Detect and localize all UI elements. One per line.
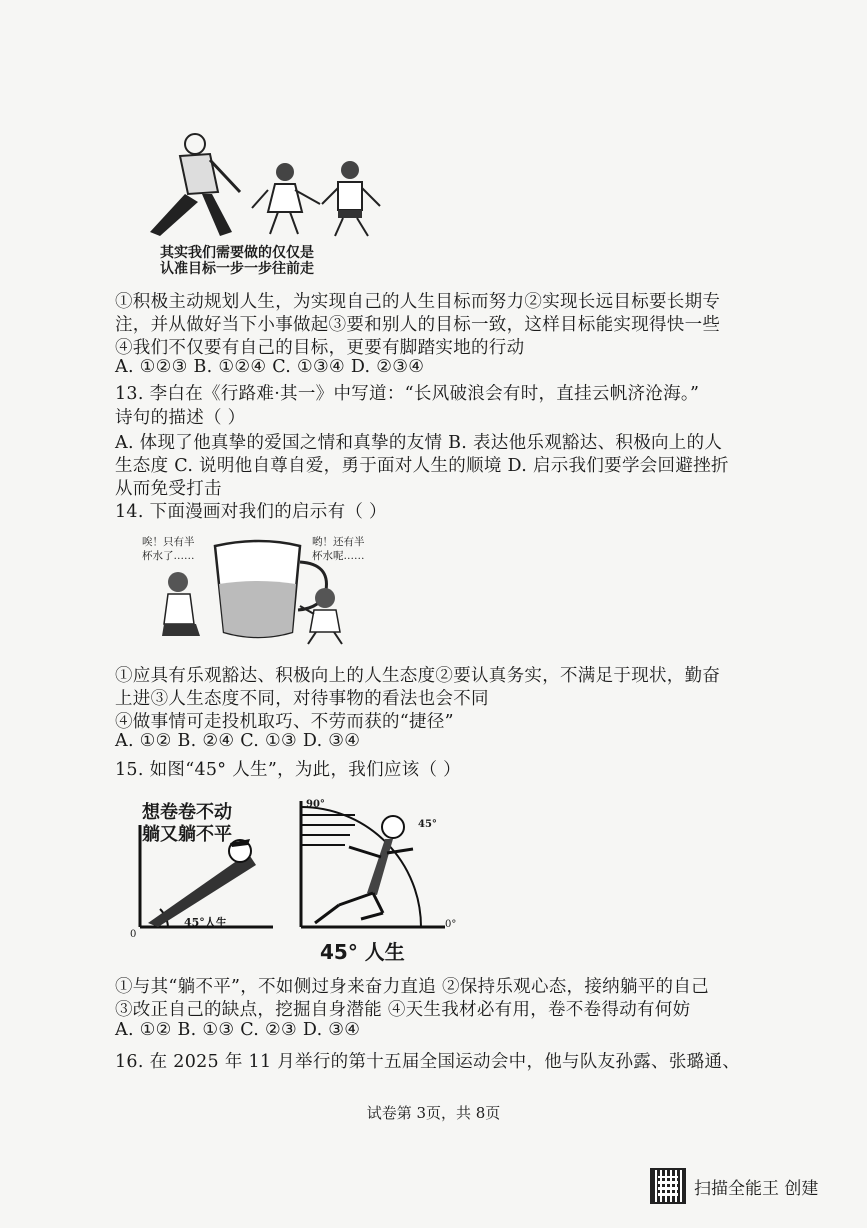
left-title-line1: 想卷卷不动 [142,802,232,823]
q14-option-line1: ①应具有乐观豁达、积极向上的人生态度②要认真务实，不满足于现状，勤奋 [115,666,721,686]
q13-option-line3: 从而免受打击 [115,479,222,499]
qr-code-icon [650,1168,686,1204]
q12-option-line1: ①积极主动规划人生，为实现自己的人生目标而努力②实现长远目标要长期专 [115,292,721,312]
right-0-label: 0° [445,919,457,930]
scanner-watermark [650,1168,818,1204]
left-title-line2: 躺又躺不平 [142,824,232,845]
right-45-panel [295,795,465,935]
figure1-caption-line2: 认准目标一步一步往前走 [160,261,314,277]
left-angle-label: 45°人生 [184,916,227,929]
q13-stem-line2: 诗句的描述（ ） [115,408,246,428]
q14-answers: A. ①② B. ②④ C. ①③ D. ③④ [115,731,361,751]
q14-stem: 14. 下面漫画对我们的启示有（ ） [115,502,387,522]
q15-stem: 15. 如图“45° 人生”，为此，我们应该（ ） [115,760,461,780]
watermark-text: 扫描全能王 创建 [694,1178,819,1199]
bubble-left-line1: 唉！只有半 [142,536,195,548]
q13-option-line1: A. 体现了他真挚的爱国之情和真挚的友情 B. 表达他乐观豁达、积极向上的人 [115,433,723,453]
q15-option-line2: ③改正自己的缺点，挖掘自身潜能 ④天生我材必有用，卷不卷得动有何妨 [115,1000,691,1020]
q15-option-line1: ①与其“躺不平”，不如侧过身来奋力直追 ②保持乐观心态，接纳躺平的自己 [115,977,709,997]
bubble-left-line2: 杯水了…… [142,550,195,562]
q12-option-line2: 注，并从做好当下小事做起③要和别人的目标一致，这样目标能实现得快一些 [115,315,721,335]
q14-option-line2: 上进③人生态度不同，对待事物的看法也会不同 [115,689,489,709]
right-90-label: 90° [306,799,325,810]
q13-option-line2: 生态度 C. 说明他自尊自爱，勇于面对人生的顺境 D. 启示我们要学会回避挫折 [115,456,729,476]
q12-option-line3: ④我们不仅要有自己的目标，更要有脚踏实地的行动 [115,338,525,358]
bubble-right-line1: 哟！还有半 [312,536,365,548]
right-45-label: 45° [418,819,437,830]
figure-45-caption: 45° 人生 [320,940,405,964]
q12-answers: A. ①②③ B. ①②④ C. ①③④ D. ②③④ [115,357,425,377]
left-origin-label: 0 [130,929,137,940]
q15-answers: A. ①② B. ①③ C. ②③ D. ③④ [115,1020,361,1040]
walking-figures-illustration [140,132,400,242]
q13-stem-line1: 13. 李白在《行路难·其一》中写道：“长风破浪会有时，直挂云帆济沧海。” [115,384,700,404]
figure1-caption-line1: 其实我们需要做的仅仅是 [160,245,314,261]
bubble-right-line2: 杯水呢…… [312,550,365,562]
q16-stem: 16. 在 2025 年 11 月举行的第十五届全国运动会中，他与队友孙露、张璐通、 [115,1052,741,1072]
page-footer: 试卷第 3页，共 8页 [366,1104,501,1122]
q14-option-line3: ④做事情可走投机取巧、不劳而获的“捷径” [115,712,454,732]
